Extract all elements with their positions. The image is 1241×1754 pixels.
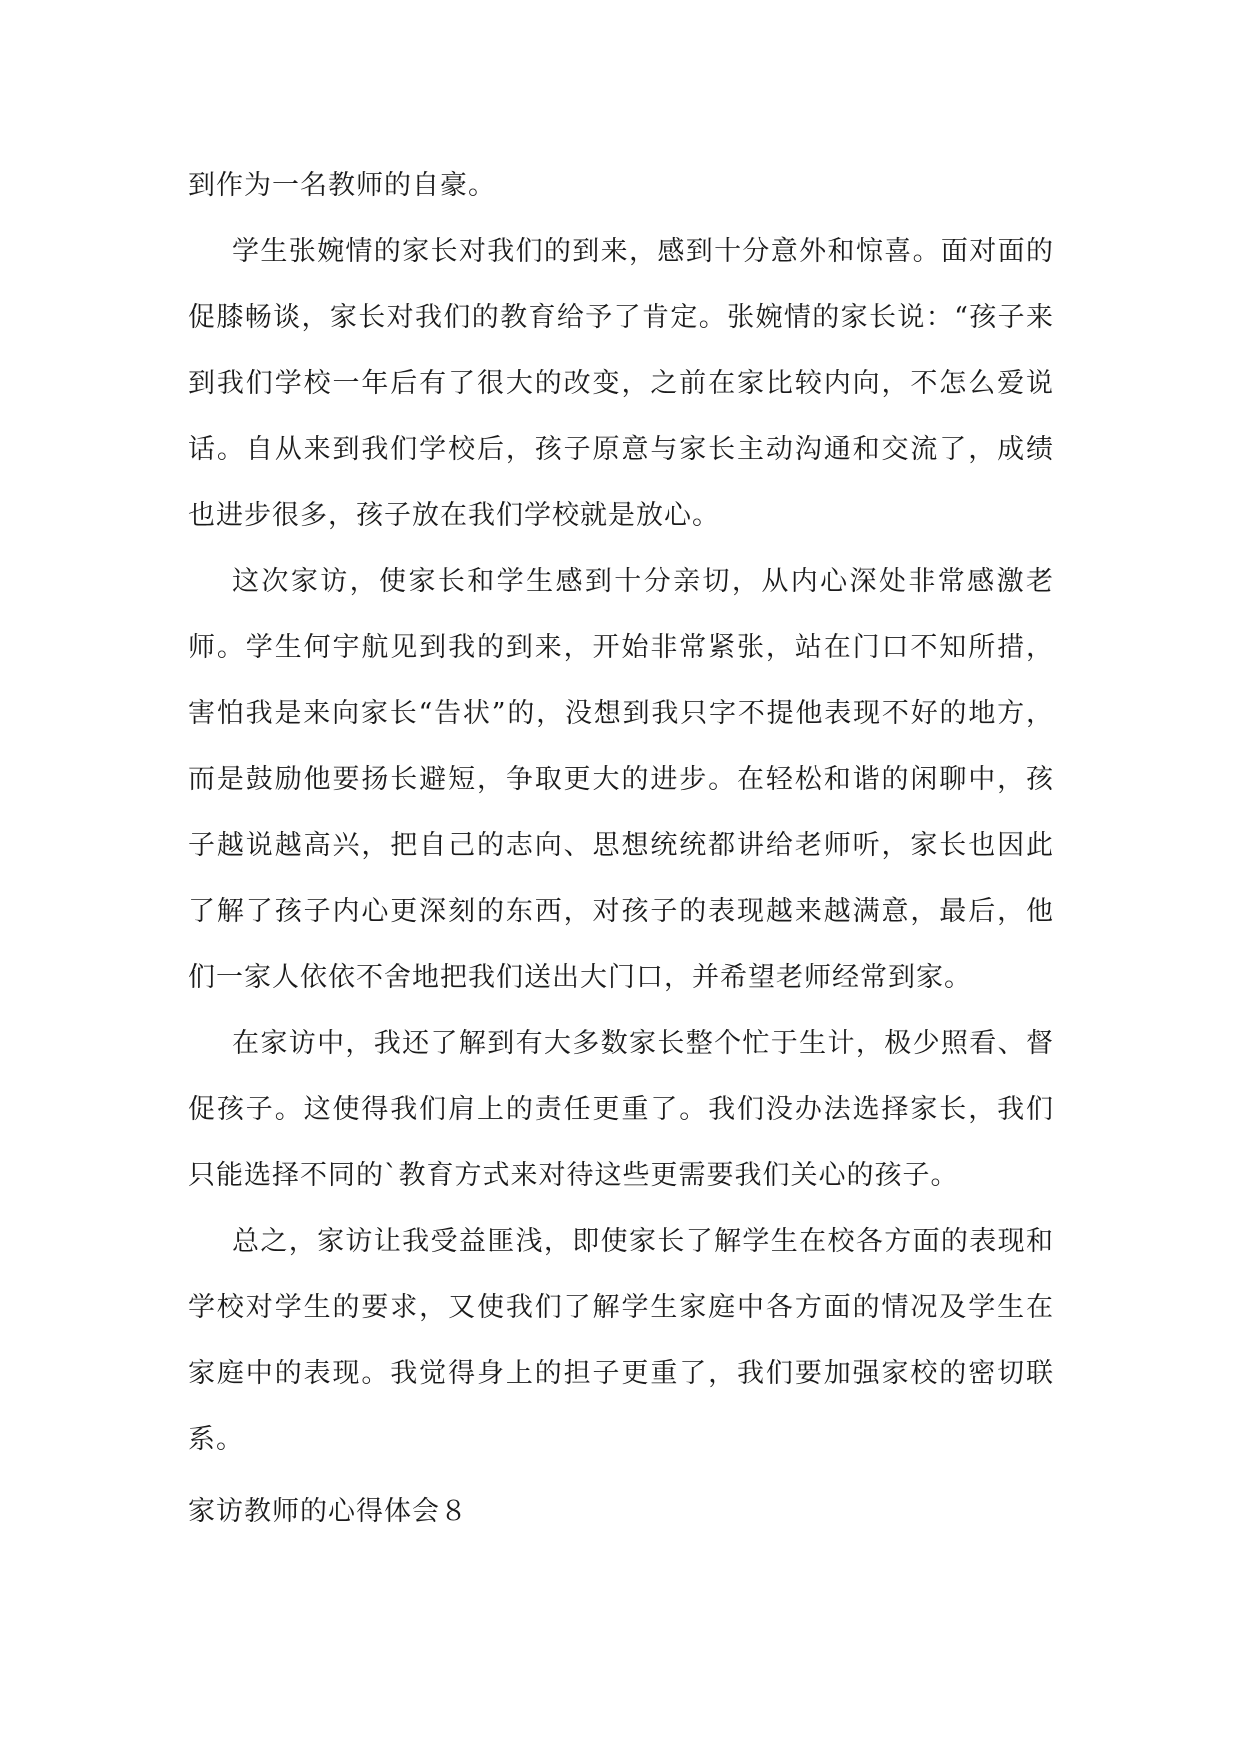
- paragraph-3: 这次家访，使家长和学生感到十分亲切，从内心深处非常感激老师。学生何宇航见到我的到来，开始非常紧张，站在门口不知所措，害怕我是来向家长“告状”的，没想到我只字不提他表现不好的地方，而是鼓励他要扬长避短，争取更大的进步。在轻松和谐的闲聊中，孩子越说越高兴，把自己的志向、思想统统都讲给老师听，家长也因此了解了孩子内心更深刻的东西，对孩子的表现越来越满意，最后，他们一家人依依不舍地把我们送出大门口，并希望老师经常到家。: [188, 566, 1054, 993]
- paragraph-2: 学生张婉情的家长对我们的到来，感到十分意外和惊喜。面对面的促膝畅谈，家长对我们的教育给予了肯定。张婉情的家长说：“孩子来到我们学校一年后有了很大的改变，之前在家比较内向，不怎么爱说话。自从来到我们学校后，孩子原意与家长主动沟通和交流了，成绩也进步很多，孩子放在我们学校就是放心。: [188, 236, 1054, 531]
- section-title: 家访教师的心得体会８: [188, 1496, 468, 1527]
- body-text: [188, 153, 1054, 1473]
- paragraph-5: 总之，家访让我受益匪浅，即使家长了解学生在校各方面的表现和学校对学生的要求，又使我们了解学生家庭中各方面的情况及学生在家庭中的表现。我觉得身上的担子更重了，我们要加强家校的密切联系。: [188, 1226, 1054, 1455]
- paragraph-1: 到作为一名教师的自豪。: [188, 170, 496, 201]
- paragraph-4: 在家访中，我还了解到有大多数家长整个忙于生计，极少照看、督促孩子。这使得我们肩上的责任更重了。我们没办法选择家长，我们只能选择不同的`教育方式来对待这些更需要我们关心的孩子。: [188, 1028, 1054, 1191]
